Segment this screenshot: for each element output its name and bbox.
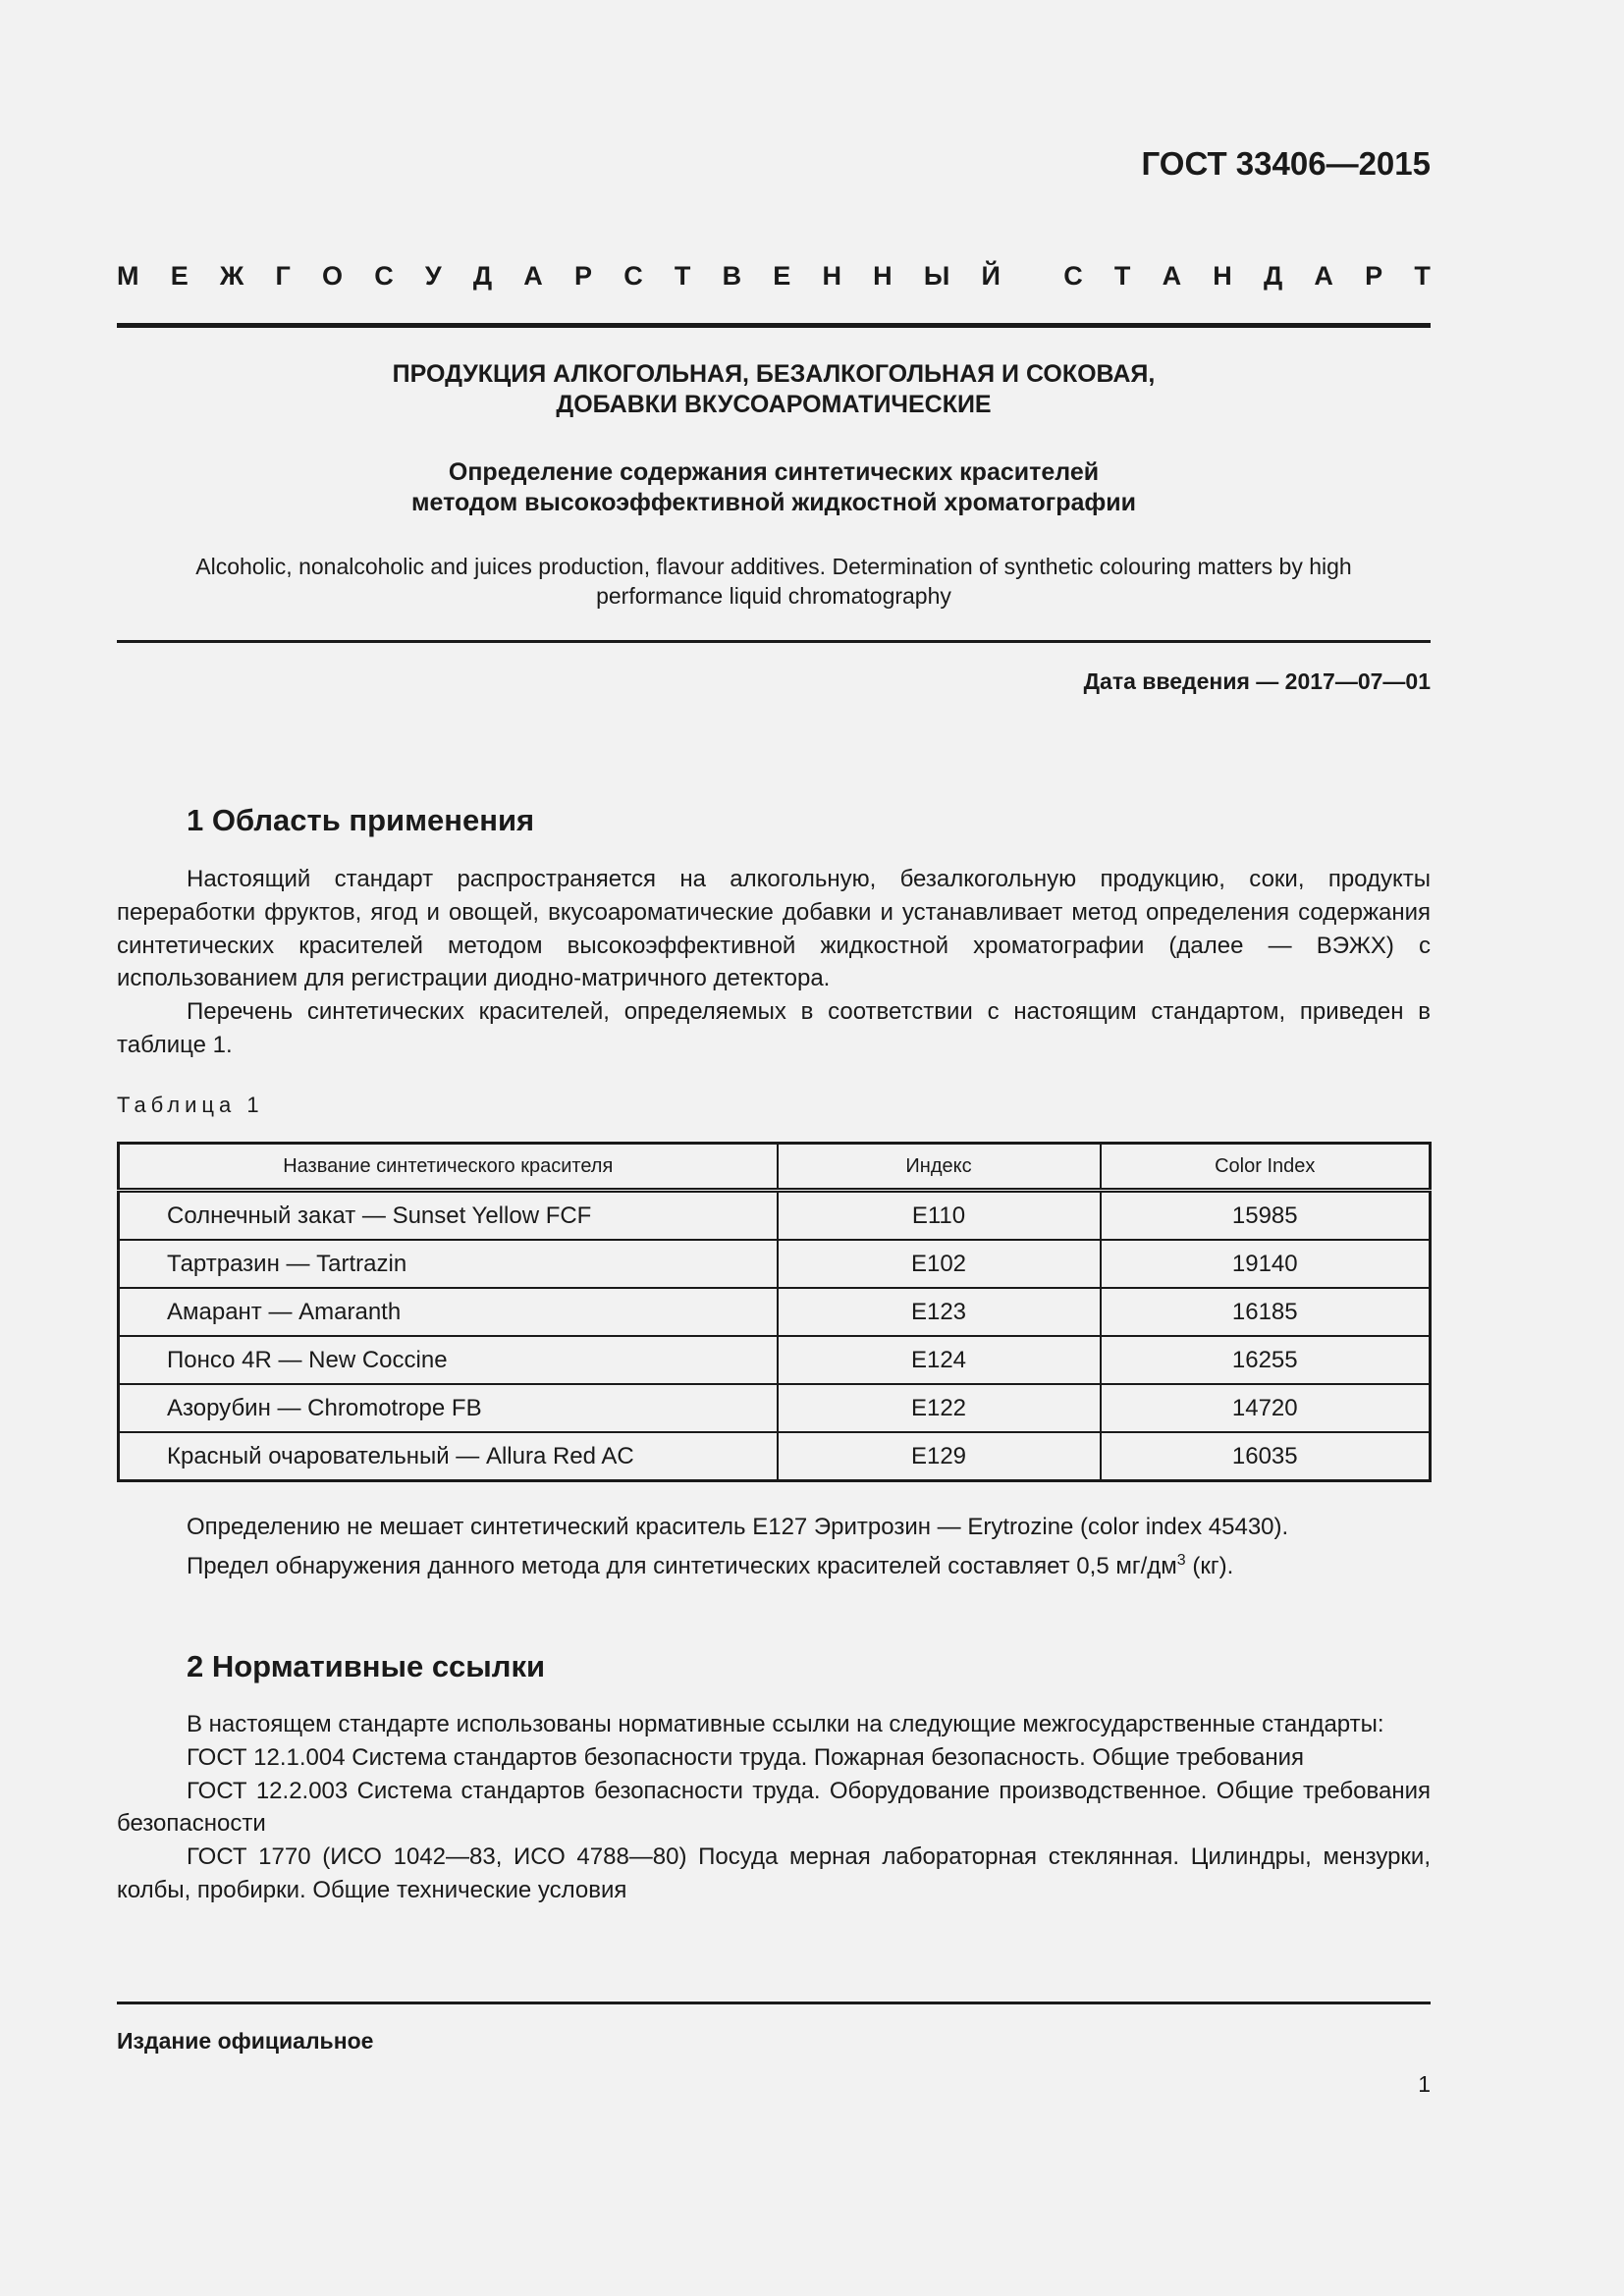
dye-index: E123	[778, 1288, 1101, 1336]
heading-letter: А	[523, 261, 543, 291]
dye-name: Солнечный закат — Sunset Yellow FCF	[119, 1191, 778, 1241]
column-header: Индекс	[778, 1144, 1101, 1191]
heading-letter: Й	[981, 261, 1001, 291]
heading-letter: С	[1063, 261, 1083, 291]
reference-item: ГОСТ 12.2.003 Система стандартов безопасности труда. Оборудование производственное. Общие требования безопасности	[117, 1777, 1431, 1838]
paragraph: Настоящий стандарт распространяется на алкогольную, безалкогольную продукцию, соки, продукты переработки фруктов, ягод и овощей, вкусоароматические добавки и устанавливает метод определения содержания синтетических красителей методом высокоэффективной жидкостной хроматографии (далее — ВЭЖХ) с использованием для регистрации диодно-матричного детектора.	[117, 866, 1431, 992]
dye-name: Понсо 4R — New Coccine	[119, 1336, 778, 1384]
heading-letter: С	[374, 261, 394, 291]
color-index: 15985	[1101, 1191, 1431, 1241]
dye-name: Амарант — Amaranth	[119, 1288, 778, 1336]
dye-name: Тартразин — Tartrazin	[119, 1240, 778, 1288]
table-header-row	[119, 1144, 1431, 1191]
heading-letter: А	[1314, 261, 1333, 291]
heading-letter: Ж	[219, 261, 244, 291]
heading-letter: А	[1162, 261, 1182, 291]
standard-type-heading	[117, 261, 1431, 292]
heading-letter: Н	[873, 261, 893, 291]
heading-letter: У	[424, 261, 442, 291]
dye-index: E124	[778, 1336, 1101, 1384]
edition-note: Издание официальное	[117, 2028, 374, 2054]
heading-letter: О	[321, 261, 343, 291]
table-row	[119, 1191, 1431, 1241]
title-line: ДОБАВКИ ВКУСОАРОМАТИЧЕСКИЕ	[556, 391, 992, 418]
table-caption: Таблица 1	[117, 1093, 264, 1117]
color-index: 16035	[1101, 1432, 1431, 1481]
color-index: 16255	[1101, 1336, 1431, 1384]
section-1-notes	[117, 1511, 1431, 1583]
dye-index: E102	[778, 1240, 1101, 1288]
text: Предел обнаружения данного метода для синтетических красителей составляет 0,5 мг/дм	[187, 1552, 1177, 1579]
english-title-line: performance liquid chromatography	[596, 583, 951, 609]
english-title-line: Alcoholic, nonalcoholic and juices production, flavour additives. Determination of synthetic colouring matters by high	[195, 554, 1352, 579]
heading-letter: Е	[773, 261, 791, 291]
table-row	[119, 1384, 1431, 1432]
heading-letter: Н	[1213, 261, 1232, 291]
heading-letter: Д	[472, 261, 493, 291]
subtitle-line: методом высокоэффективной жидкостной хроматографии	[411, 489, 1136, 516]
color-index: 16185	[1101, 1288, 1431, 1336]
heading-letter: В	[722, 261, 742, 291]
dye-index: E129	[778, 1432, 1101, 1481]
color-index: 14720	[1101, 1384, 1431, 1432]
heading-letter: Д	[1263, 261, 1283, 291]
title-line: ПРОДУКЦИЯ АЛКОГОЛЬНАЯ, БЕЗАЛКОГОЛЬНАЯ И СОКОВАЯ,	[392, 360, 1156, 388]
reference-item: ГОСТ 1770 (ИСО 1042—83, ИСО 4788—80) Посуда мерная лабораторная стеклянная. Цилиндры, мензурки, колбы, пробирки. Общие технические условия	[117, 1843, 1431, 1903]
divider	[117, 323, 1431, 328]
heading-letter: Р	[573, 261, 592, 291]
heading-letter: Е	[170, 261, 189, 291]
dye-index: E122	[778, 1384, 1101, 1432]
paragraph: Перечень синтетических красителей, определяемых в соответствии с настоящим стандартом, приведен в таблице 1.	[117, 998, 1431, 1058]
dye-index: E110	[778, 1191, 1101, 1241]
text: (кг).	[1185, 1552, 1234, 1579]
table-row	[119, 1336, 1431, 1384]
paragraph: Определению не мешает синтетический краситель E127 Эритрозин — Erytrozine (color index 45430).	[187, 1514, 1289, 1540]
paragraph	[117, 1544, 1431, 1583]
table-row	[119, 1432, 1431, 1481]
dye-name: Красный очаровательный — Allura Red AC	[119, 1432, 778, 1481]
dye-name: Азорубин — Chromotrope FB	[119, 1384, 778, 1432]
section-2-text	[117, 1708, 1431, 1907]
heading-letter: Г	[275, 261, 291, 291]
page-number: 1	[1418, 2071, 1431, 2097]
section-heading: 2 Нормативные ссылки	[187, 1649, 546, 1683]
section-heading: 1 Область применения	[187, 803, 535, 837]
subtitle-line: Определение содержания синтетических красителей	[448, 458, 1100, 486]
color-index: 19140	[1101, 1240, 1431, 1288]
effective-date: Дата введения — 2017—07—01	[1083, 668, 1431, 694]
doc-number: ГОСТ 33406—2015	[1141, 145, 1431, 182]
document-subtitle	[117, 457, 1431, 518]
paragraph: В настоящем стандарте использованы нормативные ссылки на следующие межгосударственные стандарты:	[187, 1711, 1384, 1737]
column-header: Color Index	[1101, 1144, 1431, 1191]
heading-letter: Р	[1365, 261, 1383, 291]
section-1-text	[117, 863, 1431, 1062]
heading-letter: Т	[674, 261, 691, 291]
heading-letter: Ы	[923, 261, 950, 291]
document-title	[117, 359, 1431, 420]
heading-letter: Т	[1113, 261, 1131, 291]
heading-letter: Н	[822, 261, 841, 291]
english-title	[117, 552, 1431, 611]
superscript: 3	[1176, 1551, 1186, 1569]
reference-item: ГОСТ 12.1.004 Система стандартов безопасности труда. Пожарная безопасность. Общие требования	[187, 1743, 1305, 1771]
divider	[117, 2002, 1431, 2004]
table-row	[119, 1240, 1431, 1288]
dyes-table	[117, 1142, 1432, 1482]
table-row	[119, 1288, 1431, 1336]
divider	[117, 640, 1431, 643]
heading-letter: М	[117, 261, 139, 291]
heading-letter: Т	[1414, 261, 1431, 291]
heading-letter: С	[623, 261, 643, 291]
column-header: Название синтетического красителя	[119, 1144, 778, 1191]
